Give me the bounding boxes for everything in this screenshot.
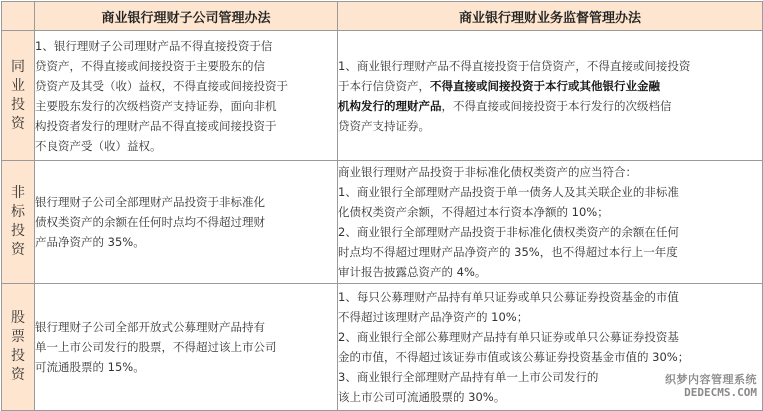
text-line: 1、每只公募理财产品持有单只证券或单只公募证券投资基金的市值 — [338, 290, 679, 304]
text-line — [338, 76, 762, 96]
emphasized-text: 机构发行的理财产品 — [338, 98, 442, 113]
text-line: 1、商业银行全部理财产品投资于单一债务人及其关联企业的非标准 — [338, 185, 679, 199]
header-subsidiary-rules: 商业银行理财子公司管理办法 — [35, 2, 338, 31]
text-line: 银行理财子公司全部开放式公募理财产品持有 — [35, 320, 265, 334]
watermark-title: 织梦内容管理系统 — [665, 373, 757, 386]
text-line: 贷资产及其受（收）益权，不得直接或间接投资于 — [35, 78, 288, 93]
table-row — [2, 284, 763, 411]
table-row — [2, 161, 763, 284]
text-line: 不得超过该理财产品净资产的 10%； — [338, 310, 529, 324]
text-line: 贷资产支持证券。 — [338, 118, 430, 133]
row-category — [2, 31, 35, 161]
text-line: 金的市值，不得超过该证券市值或该公募证券投资基金市值的 30%； — [338, 350, 690, 364]
text-line: 时点均不得超过理财产品净资产的 35%，也不得超过本行上一年度 — [338, 245, 678, 259]
subsidiary-rule-cell — [35, 161, 338, 284]
row-category — [2, 161, 35, 284]
watermark — [665, 373, 757, 399]
business-rule-cell — [338, 31, 763, 161]
text-segment: ，不得直接或间接投资于本行发行的次级档信 — [441, 98, 672, 113]
category-label: 同业投资 — [11, 58, 25, 132]
text-line: 1、银行理财子公司理财产品不得直接投资于信 — [35, 38, 273, 53]
text-line — [338, 96, 762, 116]
text-line: 2、商业银行全部理财产品投资于非标准化债权类资产的余额在任何 — [338, 225, 679, 239]
emphasized-text: 不得直接或间接投资于本行或其他银行业金融 — [430, 78, 660, 93]
subsidiary-rule-cell — [35, 31, 338, 161]
text-line: 可流通股票的 15%。 — [35, 360, 145, 374]
comparison-table — [1, 1, 763, 411]
header-business-rules: 商业银行理财业务监督管理办法 — [338, 2, 763, 31]
business-rule-cell — [338, 161, 763, 284]
text-line: 主要股东发行的次级档资产支持证券，面向非机 — [35, 98, 277, 113]
text-line: 2、商业银行全部公募理财产品持有单只证券或单只公募证券投资基 — [338, 330, 679, 344]
text-line: 贷资产，不得直接或间接投资于主要股东的信 — [35, 58, 265, 73]
text-line: 化债权类资产余额，不得超过本行资本净额的 10%； — [338, 205, 609, 219]
text-line: 债权类资产的余额在任何时点均不得超过理财 — [35, 215, 265, 229]
text-line: 产品净资产的 35%。 — [35, 235, 145, 249]
text-line: 银行理财子公司全部理财产品投资于非标准化 — [35, 195, 265, 209]
text-line: 该上市公司可流通股票的 30%。 — [338, 390, 506, 404]
category-label: 非标投资 — [11, 185, 25, 258]
text-line: 构投资者发行的理财产品不得直接或间接投资于 — [35, 118, 277, 133]
category-label: 股票投资 — [11, 310, 25, 383]
text-segment: 于本行信贷资产， — [338, 78, 430, 93]
text-line: 1、商业银行理财产品不得直接投资于信贷资产，不得直接或间接投资 — [338, 58, 691, 73]
header-corner — [2, 2, 35, 31]
row-category — [2, 284, 35, 411]
text-line: 单一上市公司发行的股票，不得超过该上市公司 — [35, 340, 277, 354]
text-line: 3、商业银行全部理财产品持有单一上市公司发行的 — [338, 370, 599, 384]
text-line: 商业银行理财产品投资于非标准化债权类资产的应当符合： — [338, 165, 637, 179]
watermark-domain: DEDECMS.COM — [684, 386, 757, 399]
text-line: 不良资产受（收）益权。 — [35, 138, 162, 153]
text-line: 审计报告披露总资产的 4%。 — [338, 265, 487, 279]
subsidiary-rule-cell — [35, 284, 338, 411]
table-row — [2, 31, 763, 161]
header-row — [2, 2, 763, 31]
